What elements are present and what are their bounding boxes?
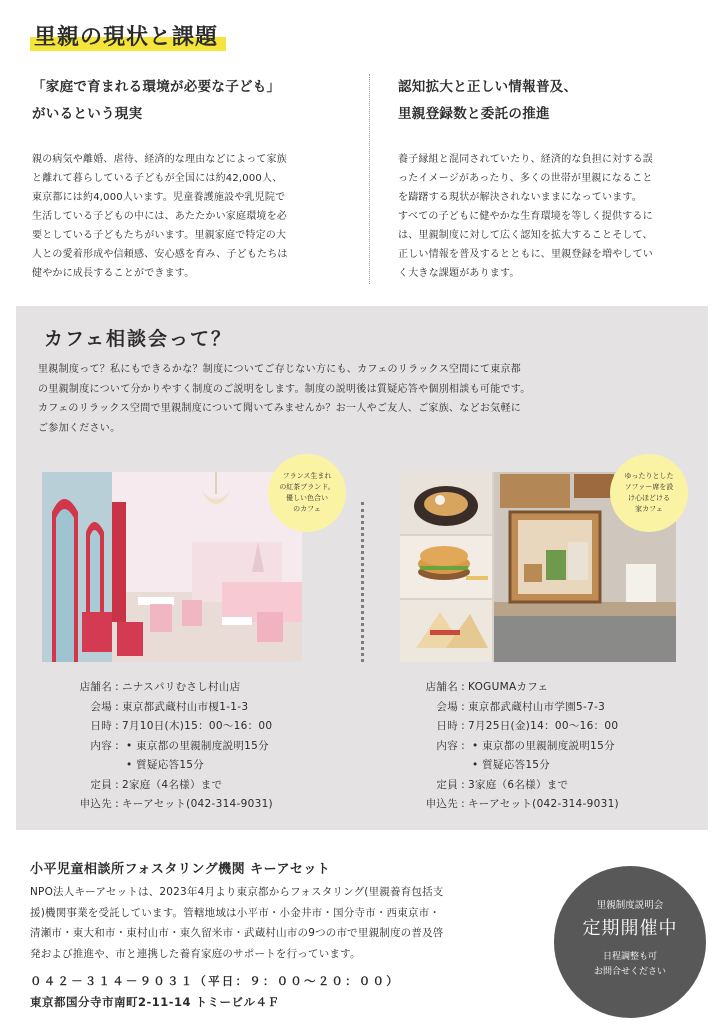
info-value: • 質疑応答15分 bbox=[472, 759, 551, 771]
left-body bbox=[32, 150, 342, 283]
cafe-badge-koguma: ゆったりとした ソファー席を設 け心ほどける 家カフェ bbox=[610, 454, 688, 532]
info-label: 日時 bbox=[90, 720, 112, 732]
body-line: 正しい情報を普及するとともに、里親登録を増やしてい bbox=[398, 249, 653, 260]
venue-info-koguma bbox=[398, 678, 619, 815]
org-title: 小平児童相談所フォスタリング機関 キーアセット bbox=[30, 862, 331, 877]
info-row: 内容 : • 東京都の里親制度説明15分 bbox=[398, 737, 619, 757]
info-label: 申込先 bbox=[425, 798, 458, 810]
org-line: NPO法人キーアセットは、2023年4月より東京都からフォスタリング(里親養育包括支 bbox=[30, 886, 444, 898]
info-label bbox=[52, 756, 112, 776]
org-phone: ０４２－３１４－９０３１（平日：９：００～２０：００） bbox=[30, 974, 400, 988]
right-column bbox=[398, 74, 698, 283]
info-row: 会場 : 東京都武蔵村山市榎1-1-3 bbox=[52, 698, 273, 718]
right-heading-line: 里親登録数と委託の推進 bbox=[398, 106, 550, 122]
org-line: 清瀬市・東大和市・東村山市・東久留米市・武蔵村山市の9つの市で里親制度の普及啓 bbox=[30, 927, 444, 939]
body-line: を躊躇する現状が解決されないままになっています。 bbox=[398, 192, 642, 203]
info-value: • 東京都の里親制度説明15分 bbox=[126, 739, 269, 752]
cafe-interior-illustration bbox=[42, 472, 302, 662]
info-label: 店舗名 bbox=[79, 681, 112, 693]
left-heading bbox=[32, 74, 342, 128]
cafe-intro bbox=[38, 360, 688, 438]
cafe-section bbox=[16, 306, 708, 830]
body-line: 親の病気や離婚、虐待、経済的な理由などによって家族 bbox=[32, 154, 287, 165]
badge-line-1: 里親制度説明会 bbox=[596, 900, 664, 911]
info-value: 東京都武蔵村山市榎1-1-3 bbox=[122, 700, 249, 713]
info-value: キーアセット(042-314-9031) bbox=[468, 798, 619, 810]
info-row bbox=[398, 756, 619, 776]
page-title: 里親の現状と課題 bbox=[30, 18, 226, 51]
body-line: ったイメージがあったり、多くの世帯が里親になること bbox=[398, 173, 653, 184]
body-line: 健やかに成長することができます。 bbox=[32, 268, 195, 279]
info-value: 東京都武蔵村山市学園5-7-3 bbox=[468, 700, 606, 713]
org-line: 援)機関事業を受託しています。管轄地域は小平市・小金井市・国分寺市・西東京市・ bbox=[30, 906, 441, 919]
body-line: 生活している子どもの中には、あたたかい家庭環境を必 bbox=[32, 211, 287, 222]
body-line: 東京都には約4,000人います。児童養護施設や乳児院で bbox=[32, 192, 286, 203]
info-value: キーアセット(042-314-9031) bbox=[122, 798, 273, 810]
info-label: 定員 bbox=[90, 778, 112, 791]
intro-line: カフェのリラックス空間で里親制度について聞いてみませんか？お一人やご友人、ご家族、などお気軽に bbox=[38, 403, 522, 414]
info-label: 日時 bbox=[436, 720, 458, 732]
left-heading-line: がいるという現実 bbox=[32, 106, 143, 122]
body-line: すべての子どもに健やかな生育環境を等しく提供するに bbox=[398, 211, 653, 222]
info-label: 内容 bbox=[436, 739, 458, 752]
badge-line-2: 定期開催中 bbox=[582, 918, 678, 939]
info-row: 店舗名 : ニナスパリむさし村山店 bbox=[52, 678, 273, 698]
info-label: 定員 bbox=[436, 778, 458, 791]
info-row: 店舗名 : KOGUMAカフェ bbox=[398, 678, 619, 698]
info-row: 定員 : 2家庭（4名様）まで bbox=[52, 776, 273, 796]
org-line: 発および推進や、市と連携した養育家庭のサポートを行っています。 bbox=[30, 947, 361, 960]
body-line: く大きな課題があります。 bbox=[398, 268, 520, 279]
info-row: 申込先 : キーアセット(042-314-9031) bbox=[52, 795, 273, 815]
intro-line: の里親制度について分かりやすく制度のご説明をします。制度の説明後は質疑応答や個別相談も可能です。 bbox=[38, 383, 531, 395]
info-value: ニナスパリむさし村山店 bbox=[122, 681, 241, 693]
info-value: KOGUMAカフェ bbox=[468, 681, 549, 693]
org-description bbox=[30, 882, 530, 964]
cafe-badge-ninas: フランス生まれ の紅茶ブランド。 優しい色合い のカフェ bbox=[268, 454, 346, 532]
right-heading-line: 認知拡大と正しい情報普及、 bbox=[398, 79, 578, 95]
info-value: 7月10日(木)15：00～16：00 bbox=[122, 720, 273, 732]
info-label: 内容 bbox=[90, 739, 112, 752]
info-row: 会場 : 東京都武蔵村山市学園5-7-3 bbox=[398, 698, 619, 718]
body-line: 人との愛着形成や信頼感、安心感を育み、子どもたちは bbox=[32, 249, 288, 260]
right-heading bbox=[398, 74, 698, 128]
info-row: 日時 : 7月10日(木)15：00～16：00 bbox=[52, 717, 273, 737]
info-value: 3家庭（6名様）まで bbox=[468, 778, 569, 791]
info-value: • 東京都の里親制度説明15分 bbox=[472, 739, 615, 752]
info-row bbox=[52, 756, 273, 776]
info-value: 2家庭（4名様）まで bbox=[122, 778, 223, 791]
regular-session-badge bbox=[554, 866, 706, 1018]
left-column bbox=[32, 74, 342, 283]
body-line: 養子縁組と混同されていたり、経済的な負担に対する誤 bbox=[398, 154, 653, 165]
cafe-title: カフェ相談会って？ bbox=[44, 328, 233, 350]
right-body bbox=[398, 150, 698, 283]
info-value: • 質疑応答15分 bbox=[126, 759, 205, 771]
info-label: 店舗名 bbox=[425, 681, 458, 693]
info-label: 会場 bbox=[90, 700, 112, 713]
body-line: 要としている子どもたちがいます。里親家庭で特定の大 bbox=[32, 230, 287, 241]
info-row: 定員 : 3家庭（6名様）まで bbox=[398, 776, 619, 796]
intro-line: 里親制度って？私にもできるかな？制度についてご存じない方にも、カフェのリラックス空間にて東京都 bbox=[38, 364, 522, 375]
body-line: は、里親制度に対して広く認知を拡大することそして、 bbox=[398, 230, 653, 241]
info-label: 会場 bbox=[436, 700, 458, 713]
venue-info-ninas bbox=[52, 678, 273, 815]
badge-line-3: 日程調整も可 お問合せください bbox=[593, 952, 666, 977]
info-label bbox=[398, 756, 458, 776]
left-heading-line: 「家庭で育まれる環境が必要な子ども」 bbox=[32, 79, 281, 95]
org-address: 東京都国分寺市南町2-11-14 トミービル４Ｆ bbox=[30, 995, 280, 1009]
info-row: 内容 : • 東京都の里親制度説明15分 bbox=[52, 737, 273, 757]
venue-divider bbox=[361, 502, 364, 662]
column-divider bbox=[369, 74, 370, 284]
info-row: 申込先 : キーアセット(042-314-9031) bbox=[398, 795, 619, 815]
cafe-photo-ninas bbox=[42, 472, 302, 662]
info-label: 申込先 bbox=[79, 798, 112, 810]
body-line: と離れて暮らしている子どもが全国には約42,000人、 bbox=[32, 173, 283, 184]
info-row: 日時 : 7月25日(金)14：00～16：00 bbox=[398, 717, 619, 737]
info-value: 7月25日(金)14：00～16：00 bbox=[468, 720, 619, 732]
intro-line: ご参加ください。 bbox=[38, 422, 121, 434]
